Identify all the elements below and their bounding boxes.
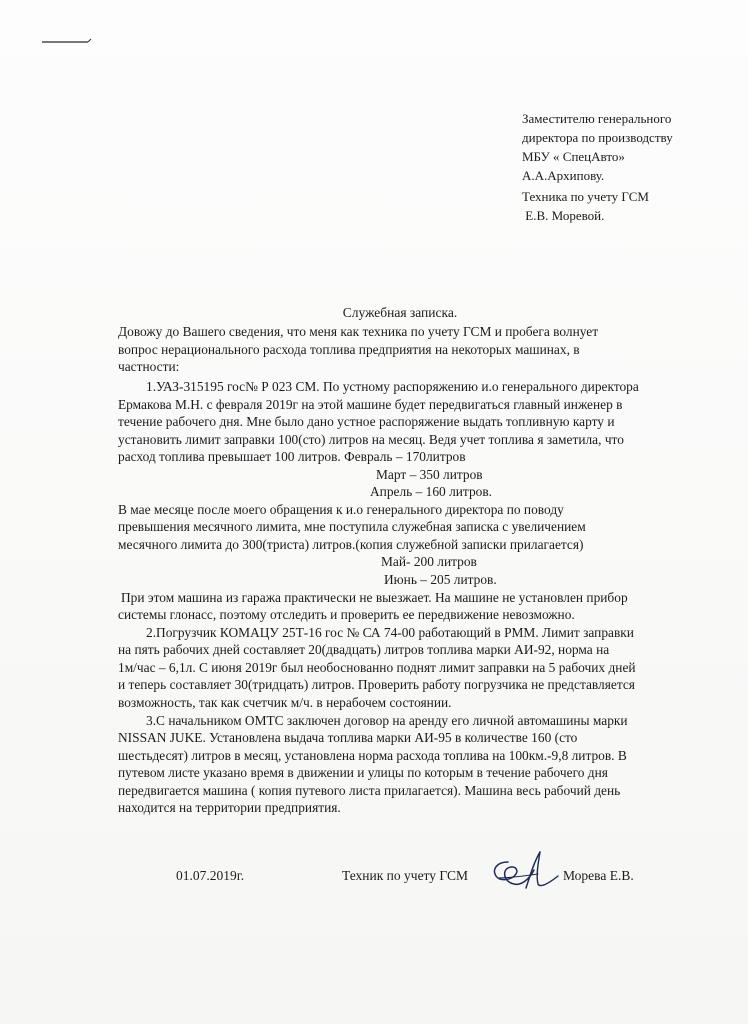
body-line: Ермакова М.Н. с февраля 2019г на этой машине будет передвигаться главный инженер в [118, 397, 623, 412]
handwritten-signature-icon [486, 848, 562, 894]
body-line: Довожу до Вашего сведения, что меня как техника по учету ГСМ и пробега волнует [118, 324, 599, 339]
body-line: 3.С начальником ОМТС заключен договор на аренду его личной автомашины марки [146, 713, 628, 728]
body-line: вопрос нерационального расхода топлива предприятия на некоторых машинах, в [118, 342, 580, 357]
body-line: При этом машина из гаража практически не выезжает. На машине не установлен прибор [121, 590, 628, 605]
body-line: установить лимит заправки 100(сто) литров на месяц. Ведя учет топлива я заметила, что [118, 432, 624, 447]
body-line: передвигается машина ( копия путевого листа прилагается). Машина весь рабочий день [118, 783, 621, 798]
addressee-line: Е.В. Моревой. [522, 208, 605, 223]
body-line: возможность, так как счетчик м/ч. в нерабочем состоянии. [118, 695, 452, 710]
body-line: находится на территории предприятия. [118, 800, 341, 815]
body-line: месячного лимита до 300(триста) литров.(копия служебной записки прилагается) [118, 537, 584, 552]
signature-role: Техник по учету ГСМ [342, 868, 469, 883]
body-line: частности: [118, 359, 180, 374]
body-line: расход топлива превышает 100 литров. Февраль – 170литров [118, 449, 466, 464]
body-line: течение рабочего дня. Мне было дано устное распоряжение выдать топливную карту и [118, 414, 615, 429]
body-line: и теперь составляет 30(тридцать) литров. Проверить работу погрузчика не представляется [118, 677, 635, 692]
body-line: шестьдесят) литров в месяц, установлена норма расхода топлива на 100км.-9,8 литров. В [118, 748, 627, 763]
body-line: на пять рабочих дней составляет 20(двадцать) литров топлива марки АИ-92, норма на [118, 642, 610, 657]
addressee-line: МБУ « СпецАвто» [522, 149, 625, 164]
body-line: Май- 200 литров [381, 554, 477, 569]
signature-name: Морева Е.В. [563, 868, 634, 883]
body-line: системы глонасс, поэтому отследить и проверить ее передвижение невозможно. [118, 607, 575, 622]
document-title: Служебная записка. [342, 305, 458, 320]
body-line: Март – 350 литров [376, 467, 483, 482]
body-line: Апрель – 160 литров. [370, 484, 493, 499]
body-line: путевом листе указано время в движении и улицы по которым в течение рабочего дня [118, 765, 608, 780]
addressee-block [522, 109, 673, 225]
body-line: 1м/час – 6,1л. С июня 2019г был необоснованно поднят лимит заправки на 5 рабочих дней [118, 660, 636, 675]
addressee-line: директора по производству [522, 130, 673, 145]
addressee-line: А.А.Архипову. [522, 168, 605, 183]
addressee-line: Техника по учету ГСМ [522, 189, 649, 204]
body-line: Июнь – 205 литров. [384, 572, 497, 587]
body-line: превышения месячного лимита, мне поступила служебная записка с увеличением [118, 519, 586, 534]
body-line: 1.УАЗ-315195 гос№ Р 023 СМ. По устному распоряжению и.о генерального директора [146, 379, 639, 394]
body-line: NISSAN JUKE. Установлена выдача топлива марки АИ-95 в количестве 160 (сто [118, 730, 578, 745]
pen-mark-icon [40, 38, 100, 48]
addressee-line: Заместителю генерального [522, 111, 672, 126]
body-line: 2.Погрузчик КОМАЦУ 25Т-16 гос № СА 74-00 работающий в РММ. Лимит заправки [146, 625, 634, 640]
signature-date: 01.07.2019г. [176, 868, 245, 883]
body-line: В мае месяце после моего обращения к и.о генерального директора по поводу [118, 502, 564, 517]
